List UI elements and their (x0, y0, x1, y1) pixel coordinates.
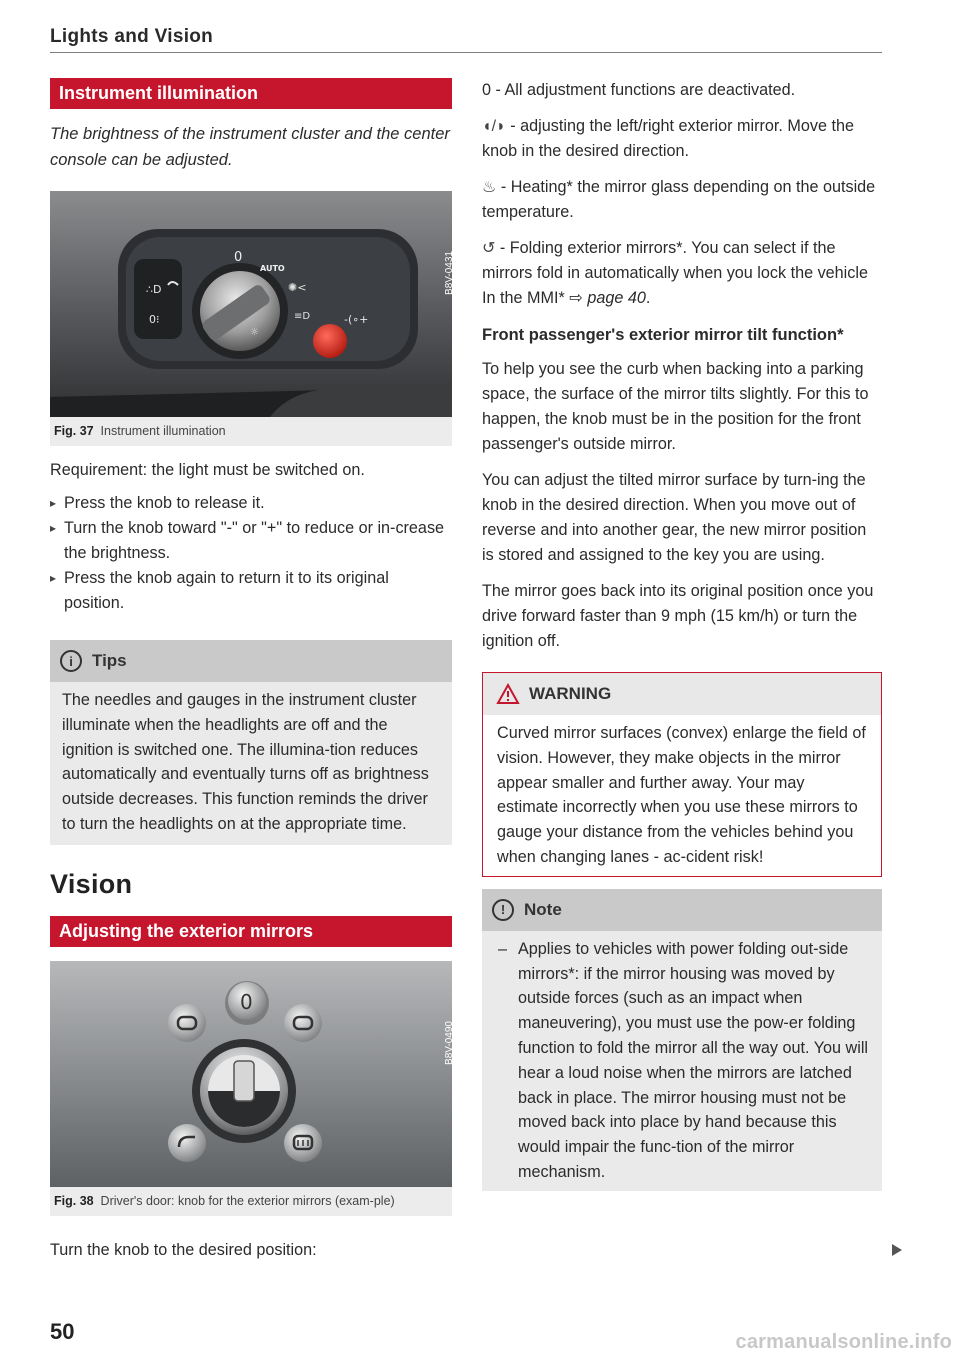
figure-code: B8V-0431 (444, 251, 455, 295)
tips-box (50, 640, 452, 845)
note-title: Note (524, 899, 562, 919)
note-box (482, 889, 882, 1191)
tilt-function-heading: Front passenger's exterior mirror tilt function* (482, 326, 844, 344)
svg-text:✺<: ✺< (288, 281, 307, 294)
position-item-heating: ♨ - Heating* the mirror glass depending on the outside temperature. (482, 178, 876, 221)
svg-text:-(∘+: -(∘+ (344, 313, 369, 326)
tilt-paragraph-2: You can adjust the tilted mirror surface by turn-ing the knob in the desired direction. When you move out of reverse and into another gear, the new mirror position is stored and assigned to the key you are using. (482, 471, 867, 564)
svg-text:☼: ☼ (250, 327, 259, 338)
header-rule (50, 52, 882, 53)
position-item-zero: 0 - All adjustment functions are deactivated. (482, 81, 796, 99)
warning-text: Curved mirror surfaces (convex) enlarge the field of vision. However, they make objects in the mirror appear smaller and further away. Your may estimate incorrectly when you use these mirrors to gauge your distance from the vehicles behind you when changing lanes - ac-cident risk! (497, 724, 866, 866)
figure-38 (50, 961, 455, 1216)
note-header (482, 889, 882, 931)
running-header: Lights and Vision (50, 26, 214, 47)
light-switch-illustration (50, 191, 452, 417)
mirror-fold-icon: ↺ (482, 240, 496, 257)
mirror-heating-icon: ♨ (482, 179, 497, 196)
tilt-paragraph-3: The mirror goes back into its original position once you drive forward faster than 9 mph (15 km/h) or turn the ignition off. (482, 582, 874, 650)
list-item: ▸ Turn the knob toward "-" or "+" to reduce or in-crease the brightness. (50, 516, 452, 566)
switch-label-auto: AUTO (260, 264, 285, 273)
warning-header (483, 673, 881, 715)
note-list (482, 931, 882, 1191)
figure-caption: Fig. 38 Driver's door: knob for the exterior mirrors (exam-ple) (54, 1193, 395, 1208)
tips-title: Tips (92, 651, 127, 670)
svg-text:∴D: ∴D (146, 283, 162, 296)
section-title-instrument-illumination: Instrument illumination (50, 78, 452, 109)
figure-37 (50, 191, 455, 446)
left-column (50, 78, 455, 1263)
tips-header (50, 640, 452, 682)
list-item: – Applies to vehicles with power folding out-side mirrors*: if the mirror housing was moved by outside forces (such as an impact when maneuvering), you must use the pow-er folding function to fold the mirror all the way out. You will hear a loud noise when the mirrors are latched back in place. The mirror housing must not be moved back into place by hand because this would impair the func-tion of the mirror mechanism. (494, 937, 872, 1185)
mirror-knob-photo (50, 961, 455, 1187)
warning-box (482, 672, 882, 877)
continue-arrow-icon (890, 1243, 904, 1257)
figure-code: B8V-0490 (444, 1020, 455, 1065)
watermark: carmanualsonline.info (735, 1331, 952, 1353)
list-item: ▸ Press the knob again to return it to its original position. (50, 566, 452, 616)
svg-text:0⁝: 0⁝ (149, 313, 160, 326)
switch-label-zero: 0 (234, 250, 243, 265)
warning-body (483, 715, 881, 876)
instruction-steps (50, 491, 452, 616)
warning-title: WARNING (529, 684, 612, 703)
position-item-left-right: ◖/◗ - adjusting the left/right exterior mirror. Move the knob in the desired direction. (482, 117, 854, 160)
chapter-heading-vision: Vision (50, 868, 133, 899)
position-item-folding: ↺ - Folding exterior mirrors*. You can select if the mirrors fold in automatically when you lock the vehicle In the MMI* ⇨ page 40. (482, 239, 868, 307)
mirror-knob-label-zero: 0 (240, 989, 253, 1014)
instrument-illumination-photo (50, 191, 455, 417)
note-exclamation-icon: ! (492, 899, 514, 921)
section-intro: The brightness of the instrument cluster and the center console can be adjusted. (50, 125, 450, 169)
list-item: ▸ Press the knob to release it. (50, 491, 452, 516)
figure-caption: Fig. 37 Instrument illumination (54, 424, 226, 438)
page-reference: page 40 (587, 289, 646, 307)
info-icon: i (60, 650, 82, 672)
turn-knob-text: Turn the knob to the desired position: (50, 1240, 317, 1259)
svg-text:≡D: ≡D (294, 311, 311, 322)
requirement-text: Requirement: the light must be switched on. (50, 461, 365, 479)
tips-body (50, 682, 452, 845)
page-number: 50 (50, 1319, 75, 1344)
tips-text: The needles and gauges in the instrument cluster illuminate when the headlights are off and the ignition is switched one. The illumina-tion reduces automatically and eventually turns off as brightness outside decreases. This function reminds the driver to turn the headlights on at the appropriate time. (62, 691, 429, 833)
tilt-paragraph-1: To help you see the curb when backing into a parking space, the surface of the mirror tilts slightly. For this to happen, the knob must be in the position for the front passenger's outside mirror. (482, 360, 869, 453)
right-column (482, 78, 882, 1191)
mirror-left-right-icon: ◖/◗ (482, 118, 506, 135)
section-title-exterior-mirrors: Adjusting the exterior mirrors (50, 916, 452, 947)
warning-triangle-icon (497, 684, 519, 704)
mirror-knob-illustration (50, 961, 452, 1187)
